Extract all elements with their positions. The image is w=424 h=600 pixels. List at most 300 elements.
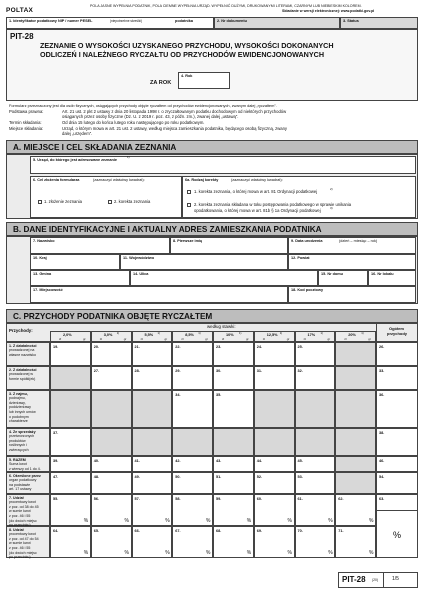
row-3-cell-1 — [50, 390, 91, 428]
row-6-cell-2[interactable] — [91, 472, 132, 494]
filing-checkbox[interactable] — [38, 200, 42, 204]
rate-header-value: 12,5% — [266, 333, 278, 337]
row-6-cell-5[interactable] — [213, 472, 254, 494]
deadline-text: Od dnia 15 lutego do końca lutego roku następującego po roku podatkowym. — [62, 120, 205, 125]
field-number: 41. — [134, 458, 140, 463]
row-1-cell-2[interactable] — [91, 342, 132, 366]
rate-header-gr: gr — [123, 337, 127, 341]
row-label-line: dzierżawy, — [9, 400, 26, 405]
rate-header-8 — [335, 331, 376, 342]
nip-pesel-field[interactable] — [6, 17, 214, 29]
field-number: 23. — [216, 344, 222, 349]
city-field[interactable] — [30, 286, 288, 303]
form-title-line-2: ODLICZEŃ I NALEŻNEGO RYCZAŁTU OD PRZYCHODÓW EWIDENCJONOWANYCH — [40, 50, 325, 59]
field-number: 37. — [53, 430, 59, 435]
country-field[interactable] — [30, 254, 120, 270]
form-code: PIT-28 — [10, 32, 34, 41]
purpose-note: (zaznaczyć właściwy kwadrat): — [93, 178, 145, 182]
field-number: 62. — [338, 496, 344, 501]
total-income-header — [376, 323, 418, 342]
document-number-label: 2. Nr dokumentu — [217, 19, 247, 23]
row-3-cell-8 — [335, 390, 376, 428]
street-field[interactable] — [130, 270, 318, 286]
field-number: 60. — [256, 496, 263, 501]
field-number: 24. — [256, 344, 263, 349]
title-block — [6, 29, 418, 101]
row-2-cell-4[interactable] — [172, 366, 213, 390]
status-label: 3. Status — [343, 19, 359, 23]
row-4-cell-3 — [132, 428, 173, 456]
row-1-cell-7[interactable] — [295, 342, 336, 366]
rate-header-zl: zł — [59, 337, 62, 341]
field-number: 53. — [297, 474, 303, 479]
table-header-rates-label: według stawki: — [207, 324, 236, 329]
field-number: 71. — [338, 528, 344, 533]
row-label-8 — [6, 526, 50, 558]
rate-header-zl: zł — [303, 337, 306, 341]
row-7-cell-4[interactable] — [172, 494, 213, 526]
field-number: 50. — [175, 474, 181, 479]
row-4-cell-8 — [335, 428, 376, 456]
correction-type-2-sup: 3) — [330, 206, 333, 210]
row-8-cell-8[interactable] — [335, 526, 376, 558]
row-4-cell-4 — [172, 428, 213, 456]
rate-header-sup: 1) — [157, 331, 160, 335]
row-label-line: zwierzęcych — [9, 447, 29, 452]
rate-header-gr: gr — [286, 337, 290, 341]
correction-type-note: (zaznaczyć właściwy kwadrat): — [231, 178, 283, 182]
row-6-cell-4[interactable] — [172, 472, 213, 494]
row-3-cell-2 — [91, 390, 132, 428]
rate-header-sup: 1) — [239, 331, 242, 335]
purpose-field — [30, 176, 182, 218]
purpose-label: 6. Cel złożenia formularza — [33, 178, 80, 182]
rate-header-sup: 1) — [198, 331, 201, 335]
row-1-cell-5[interactable] — [213, 342, 254, 366]
field-number: 65. — [93, 528, 100, 533]
footer-form-code: PIT-28 — [342, 575, 366, 584]
row-7-cell-3[interactable] — [132, 494, 173, 526]
row-label-5 — [6, 456, 50, 472]
field-number: 70. — [297, 528, 303, 533]
document-number-field — [214, 17, 340, 29]
legal-basis-text-1: Art. 21 ust. 2 pkt 2 ustawy z dnia 20 listopada 1998 r. o zryczałtowanym podatku dochodowym od niektórych przychodów — [62, 109, 287, 114]
field-number: 69. — [256, 528, 263, 533]
correction-type-1-checkbox[interactable] — [187, 190, 191, 194]
brand-label: POLTAX — [6, 7, 34, 14]
row-label-line: lub innych umów — [9, 409, 36, 414]
percent-sign: % — [124, 550, 129, 556]
voivodeship-label: 11. Województwo — [123, 256, 155, 260]
rate-header-4 — [172, 331, 213, 342]
percent-sign: % — [328, 550, 333, 556]
percent-sign: % — [246, 518, 252, 524]
row-7-cell-7[interactable] — [295, 494, 336, 526]
field-number: 68. — [216, 528, 222, 533]
row-1-cell-4[interactable] — [172, 342, 213, 366]
row-1-cell-1[interactable] — [50, 342, 91, 366]
total-income-header-2: przychody — [387, 331, 408, 336]
city-label: 17. Miejscowość — [33, 288, 63, 292]
field-number: 36. — [379, 392, 385, 397]
field-number: 26. — [379, 344, 385, 349]
field-number: 27. — [93, 368, 100, 373]
row-8-cell-5[interactable] — [213, 526, 254, 558]
surname-field[interactable] — [30, 237, 170, 254]
tax-office-label: 5. Urząd, do którego jest adresowane zeznanie — [33, 158, 117, 162]
row-4-cell-6 — [254, 428, 295, 456]
rate-header-zl: zł — [140, 337, 143, 341]
rate-header-gr: gr — [327, 337, 331, 341]
row-2-cell-2[interactable] — [91, 366, 132, 390]
house-number-label: 15. Nr domu — [321, 272, 343, 276]
place-label: Miejsce składania: — [9, 126, 44, 131]
deadline-label: Termin składania: — [9, 120, 42, 125]
row-8-cell-1[interactable] — [50, 526, 91, 558]
row-label-line: 3. Z najmu, — [9, 391, 28, 396]
form-intro: Formularz przeznaczony jest dla osób fizycznych, osiągających przychody objęte ryczałtem od przychodów ewidencjonowanych, zwanym dalej „ryczałtem”. — [9, 103, 277, 108]
rate-header-gr: gr — [246, 337, 249, 341]
row-label-line: 7. Udział — [9, 495, 24, 500]
row-2-cell-3[interactable] — [132, 366, 173, 390]
row-label-line: podnajmu, — [9, 396, 26, 401]
rate-header-value: 8,5% — [185, 333, 194, 337]
percent-sign: % — [206, 550, 211, 556]
field-number: 66. — [134, 528, 140, 533]
row-4-cell-9[interactable] — [376, 428, 418, 456]
correction-type-2-label-1: 2. korekta zeznania składana w toku postępowania podatkowego w sprawie unikania — [194, 202, 352, 207]
percent-sign: % — [369, 518, 374, 524]
field-number: 30. — [216, 368, 222, 373]
field-number: 46. — [379, 458, 385, 463]
row-label-line: z poz. od 38 do 45 — [9, 504, 39, 509]
row-label-line: charakterze — [9, 419, 28, 424]
field-number: 35. — [216, 392, 222, 397]
total-percent-cell[interactable] — [376, 510, 418, 558]
rate-header-3 — [132, 331, 173, 342]
rate-header-sup: 1) — [320, 331, 323, 335]
row-6-cell-8 — [335, 472, 376, 494]
row-6-cell-6[interactable] — [254, 472, 295, 494]
correction-type-2-label-2: opodatkowania, o której mowa w art. 81b § 1a Ordynacji podatkowej — [194, 208, 321, 213]
field-number: 21. — [134, 344, 140, 349]
field-number: 59. — [216, 496, 222, 501]
rate-header-zl: zł — [181, 337, 184, 341]
section-a-header — [6, 140, 418, 154]
electronic-submission-text: Składanie w wersji elektronicznej: www.podatki.gov.pl — [282, 9, 375, 13]
house-number-field[interactable] — [318, 270, 368, 286]
row-4-cell-7 — [295, 428, 336, 456]
nip-pesel-label: 1. Identyfikator podatkowy NIP / numer PESEL — [9, 19, 93, 23]
row-6-cell-7[interactable] — [295, 472, 336, 494]
row-label-line: procentowy kwot — [9, 500, 36, 505]
field-number: 40. — [93, 458, 100, 463]
row-2-cell-9[interactable] — [376, 366, 418, 390]
field-number: 51. — [216, 474, 222, 479]
surname-label: 7. Nazwisko — [33, 239, 55, 243]
row-3-cell-5[interactable] — [213, 390, 254, 428]
percent-sign: % — [246, 550, 252, 556]
field-number: 42. — [175, 458, 181, 463]
row-3-cell-3 — [132, 390, 173, 428]
percent-sign: % — [83, 550, 89, 556]
rate-header-zl: zł — [344, 337, 347, 341]
rate-header-value: 3,0% — [103, 333, 113, 337]
row-8-cell-3[interactable] — [132, 526, 173, 558]
row-label-line: art. 17 ustawy — [9, 487, 32, 492]
row-label-line: własne nazwisko — [9, 352, 36, 357]
postal-code-label: 18. Kod pocztowy — [291, 288, 324, 292]
row-label-4 — [6, 428, 50, 456]
footer-divider — [383, 572, 384, 588]
row-3-cell-4[interactable] — [172, 390, 213, 428]
tax-year-label: ZA ROK — [150, 80, 172, 86]
correction-type-label: 6a. Rodzaj korekty — [185, 178, 219, 182]
row-4-cell-5 — [213, 428, 254, 456]
form-title-line-1: ZEZNANIE O WYSOKOŚCI UZYSKANEGO PRZYCHODU, WYSOKOŚCI DOKONANYCH — [40, 41, 334, 50]
row-1-cell-9[interactable] — [376, 342, 418, 366]
percent-sign: % — [206, 518, 211, 524]
field-number: 55. — [53, 496, 59, 501]
county-field[interactable] — [288, 254, 416, 270]
field-number: 22. — [175, 344, 181, 349]
row-label-line: na podstawie — [9, 482, 31, 487]
row-6-cell-9[interactable] — [376, 472, 418, 494]
tax-office-sup: 1) — [127, 155, 130, 159]
field-number: 67. — [175, 528, 181, 533]
rate-header-2 — [91, 331, 132, 342]
field-number: 28. — [134, 368, 140, 373]
rate-header-value: 5,5% — [144, 333, 154, 337]
row-7-cell-2[interactable] — [91, 494, 132, 526]
first-name-label: 8. Pierwsze imię — [173, 239, 203, 243]
correction-type-2-checkbox[interactable] — [187, 203, 191, 207]
rate-header-1 — [50, 331, 91, 342]
street-label: 14. Ulica — [133, 272, 149, 276]
row-label-line: 1. Z działalności — [9, 343, 37, 348]
postal-code-field[interactable] — [288, 286, 416, 303]
percent-sign: % — [83, 518, 89, 524]
row-5-cell-4[interactable] — [172, 456, 213, 472]
voivodeship-field[interactable] — [120, 254, 288, 270]
field-number: 19. — [53, 344, 59, 349]
row-label-line: o podobnym — [9, 414, 29, 419]
rate-header-gr: gr — [368, 337, 371, 341]
row-label-7 — [6, 494, 50, 526]
nip-pesel-note: (niepotrzebne skreślić) — [110, 19, 143, 23]
field-number: 52. — [256, 474, 263, 479]
row-8-cell-7[interactable] — [295, 526, 336, 558]
row-8-cell-4[interactable] — [172, 526, 213, 558]
nip-pesel-suffix: podatnika — [175, 19, 193, 23]
field-number: 39. — [53, 458, 59, 463]
row-label-line: 5. RAZEM — [9, 457, 26, 462]
row-label-line: Suma kwot — [9, 462, 27, 467]
legal-basis-text-2: osiąganych przez osoby fizyczne (Dz. U. z 2019 r. poz. 43, z późn. zm.), zwanej dalej „ustawą”. — [62, 114, 239, 119]
first-name-field[interactable] — [170, 237, 288, 254]
row-label-line: w sumie kwot — [9, 509, 31, 514]
row-3-cell-9[interactable] — [376, 390, 418, 428]
field-number: 44. — [256, 458, 263, 463]
row-5-cell-8 — [335, 456, 376, 472]
row-label-line: (do dwóch miejsc — [9, 518, 37, 523]
instruction-text: POLA JASNE WYPEŁNIA PODATNIK, POLA CIEMNE WYPEŁNIA URZĄD. WYPEŁNIĆ DUŻYMI, DRUKOWANYMI LITERAMI, CZARNYM LUB NIEBIESKIM KOLOREM. — [90, 4, 362, 8]
section-b-header — [6, 222, 418, 236]
status-field — [340, 17, 418, 29]
tax-office-field[interactable] — [30, 156, 416, 174]
row-label-6 — [6, 472, 50, 494]
rate-header-7 — [295, 331, 336, 342]
row-7-cell-6[interactable] — [254, 494, 295, 526]
footer-version: (20) — [372, 578, 379, 582]
tax-year-field-label: 4. Rok — [181, 74, 193, 78]
field-number: 49. — [134, 474, 140, 479]
country-label: 10. Kraj — [33, 256, 47, 260]
section-b-title: B. DANE IDENTYFIKACYJNE I AKTUALNY ADRES ZAMIESZKANIA PODATNIKA — [13, 225, 322, 234]
section-a-title: A. MIEJSCE I CEL SKŁADANIA ZEZNANIA — [13, 143, 177, 152]
row-5-cell-9[interactable] — [376, 456, 418, 472]
row-5-cell-7[interactable] — [295, 456, 336, 472]
row-2-cell-6[interactable] — [254, 366, 295, 390]
rate-header-gr: gr — [205, 337, 208, 341]
row-3-cell-7 — [295, 390, 336, 428]
row-label-line: 2. Z działalności — [9, 367, 37, 372]
rate-header-value: 17% — [307, 333, 316, 337]
row-5-cell-6[interactable] — [254, 456, 295, 472]
rate-header-sup: 1) — [361, 331, 364, 335]
birth-date-label: 9. Data urodzenia — [291, 239, 323, 243]
rate-header-sup: 1) — [279, 331, 283, 335]
rate-header-zl: zł — [262, 337, 265, 341]
row-label-line: (do dwóch miejsc — [9, 550, 37, 555]
row-label-3 — [6, 390, 50, 428]
rate-header-sup: 1) — [116, 331, 120, 335]
tax-year-field[interactable] — [178, 72, 230, 89]
field-number: 47. — [53, 474, 59, 479]
field-number: 58. — [175, 496, 181, 501]
field-number: 57. — [134, 496, 140, 501]
field-number: 31. — [256, 368, 263, 373]
rate-header-value: 20% — [348, 333, 356, 337]
row-2-cell-7[interactable] — [295, 366, 336, 390]
percent-sign: % — [287, 518, 292, 524]
row-6-cell-3[interactable] — [132, 472, 173, 494]
birth-date-note: (dzień – miesiąc – rok) — [339, 239, 378, 243]
field-number: 38. — [379, 430, 385, 435]
field-number: 29. — [175, 368, 181, 373]
field-number: 56. — [93, 496, 100, 501]
field-number: 48. — [93, 474, 100, 479]
percent-sign: % — [287, 550, 292, 556]
row-2-cell-5[interactable] — [213, 366, 254, 390]
row-5-cell-3[interactable] — [132, 456, 173, 472]
correction-checkbox[interactable] — [108, 200, 112, 204]
field-number: 64. — [53, 528, 59, 533]
section-c-header — [6, 309, 418, 323]
field-number: 43. — [216, 458, 222, 463]
legal-basis-label: Podstawa prawna: — [9, 109, 44, 114]
row-2-cell-1 — [50, 366, 91, 390]
field-number: 54. — [379, 474, 385, 479]
rate-header-value: 2,0% — [63, 333, 72, 337]
row-5-cell-5[interactable] — [213, 456, 254, 472]
row-1-cell-3[interactable] — [132, 342, 173, 366]
row-label-line: prowadzonej na — [9, 348, 35, 353]
row-label-line: z wierszy od 1 do 4. — [9, 466, 41, 471]
row-8-cell-2[interactable] — [91, 526, 132, 558]
total-percent-sign: % — [393, 530, 402, 540]
place-text-1: Urząd, o którym mowa w art. 21 ust. 2 ustawy, według miejsca zamieszkania podatnika, będącego osobą fizyczną, zwany — [62, 126, 287, 131]
row-8-cell-6[interactable] — [254, 526, 295, 558]
field-number: 32. — [297, 368, 303, 373]
row-label-line: z poz. 46 i 55 — [9, 513, 31, 518]
percent-sign: % — [165, 550, 170, 556]
percent-sign: % — [165, 518, 170, 524]
row-label-line: organ podatkowy — [9, 478, 37, 483]
row-7-cell-1[interactable] — [50, 494, 91, 526]
row-label-line: roślinnych i — [9, 443, 27, 448]
row-label-line: z poz. od 47 do 54 — [9, 536, 39, 541]
total-income-header-1: Ogółem — [389, 326, 404, 331]
field-number: 33. — [379, 368, 385, 373]
percent-sign: % — [124, 518, 129, 524]
row-5-cell-2[interactable] — [91, 456, 132, 472]
row-label-line: formie spółki(ek) — [9, 376, 36, 381]
row-label-line: w sumie kwot — [9, 541, 31, 546]
field-number: 34. — [175, 392, 181, 397]
field-number: 63. — [379, 496, 385, 501]
rate-header-6 — [254, 331, 295, 342]
row-1-cell-6[interactable] — [254, 342, 295, 366]
rate-header-gr: gr — [83, 337, 86, 341]
row-label-line: poddzierżawy — [9, 405, 31, 410]
municipality-label: 13. Gmina — [33, 272, 52, 276]
correction-type-1-sup: 2) — [330, 187, 333, 191]
place-text-2: dalej „urzędem”. — [62, 131, 93, 136]
row-label-1 — [6, 342, 50, 366]
row-label-line: prowadzonej w — [9, 372, 33, 377]
row-5-cell-1[interactable] — [50, 456, 91, 472]
rate-header-zl: zł — [99, 337, 102, 341]
field-number: 61. — [297, 496, 303, 501]
row-label-line: produktów — [9, 438, 26, 443]
rate-header-value: 10% — [226, 333, 234, 337]
percent-sign: % — [369, 550, 374, 556]
row-label-line: 8. Udział — [9, 527, 24, 532]
row-7-cell-5[interactable] — [213, 494, 254, 526]
row-label-2 — [6, 366, 50, 390]
row-3-cell-6 — [254, 390, 295, 428]
row-4-cell-1[interactable] — [50, 428, 91, 456]
row-6-cell-1[interactable] — [50, 472, 91, 494]
row-label-line: procentowy kwot — [9, 532, 36, 537]
row-label-line: z poz. 46 i 55 — [9, 545, 31, 550]
footer-page-number: 1/5 — [392, 576, 399, 582]
apartment-number-field[interactable] — [368, 270, 416, 286]
correction-option-label: 2. korekta zeznania — [114, 199, 151, 204]
field-number: 45. — [297, 458, 303, 463]
row-label-line: po przecinku) — [9, 555, 31, 560]
municipality-field[interactable] — [30, 270, 130, 286]
field-number: 25. — [297, 344, 303, 349]
table-header-income-label: Przychody: — [9, 328, 33, 333]
percent-sign: % — [328, 518, 333, 524]
rate-header-gr: gr — [164, 337, 168, 341]
row-7-cell-8[interactable] — [335, 494, 376, 526]
row-label-line: 6. Określone przez — [9, 473, 41, 478]
birth-date-field[interactable] — [288, 237, 416, 254]
field-number: 20. — [93, 344, 100, 349]
